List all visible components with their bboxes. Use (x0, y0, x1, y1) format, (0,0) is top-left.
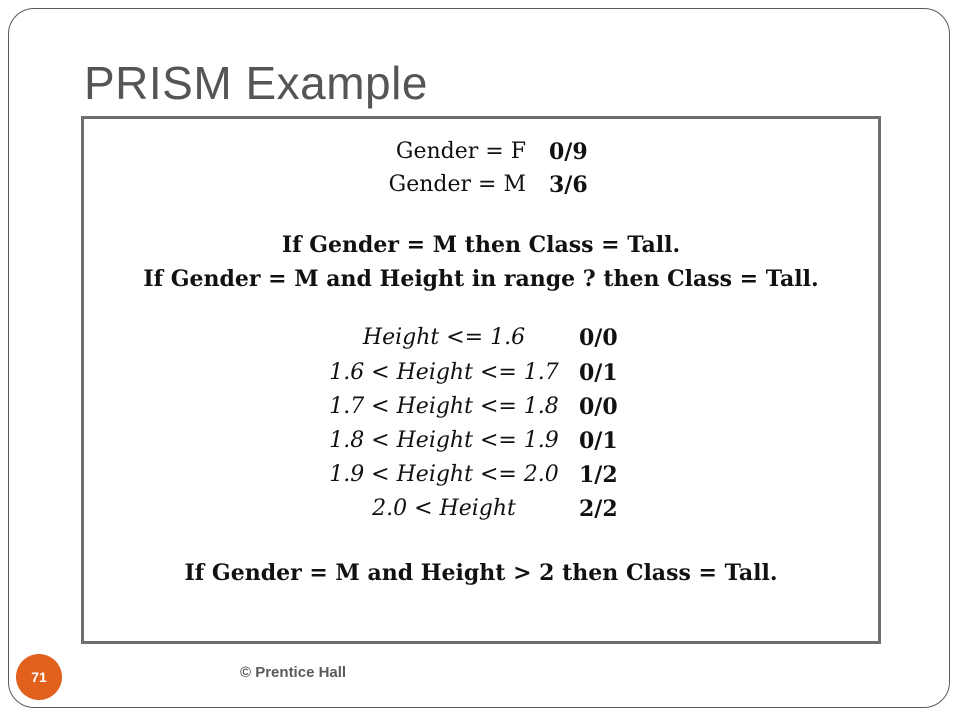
gender-m-value: 3/6 (549, 172, 588, 198)
slide-title: PRISM Example (84, 57, 428, 109)
height-row-label: 1.9 < Height <= 2.0 (329, 462, 559, 487)
height-row-value: 0/0 (579, 325, 618, 351)
gender-f-label: Gender = F (395, 139, 526, 164)
content-figure (81, 116, 881, 644)
height-row-value: 0/1 (579, 360, 618, 386)
gender-m-label: Gender = M (388, 172, 526, 197)
height-row-label: 1.7 < Height <= 1.8 (329, 394, 559, 419)
height-row-label: 1.8 < Height <= 1.9 (329, 428, 559, 453)
height-row-label: 2.0 < Height (372, 496, 516, 521)
rule-gender-m: If Gender = M then Class = Tall. (281, 232, 681, 258)
page-number-badge: 71 (16, 654, 62, 700)
footer-copyright: © Prentice Hall (240, 664, 347, 681)
height-row-value: 0/0 (579, 394, 618, 420)
rule-gender-m-height-range: If Gender = M and Height in range ? then Class = Tall. (143, 266, 819, 292)
gender-f-value: 0/9 (549, 139, 588, 165)
height-row-value: 0/1 (579, 428, 618, 454)
height-row-label: 1.6 < Height <= 1.7 (329, 360, 559, 385)
rule-gender-m-height-gt-2: If Gender = M and Height > 2 then Class = Tall. (184, 560, 778, 586)
height-row-label: Height <= 1.6 (362, 325, 526, 350)
height-row-value: 2/2 (579, 496, 618, 522)
height-row-value: 1/2 (579, 462, 618, 488)
